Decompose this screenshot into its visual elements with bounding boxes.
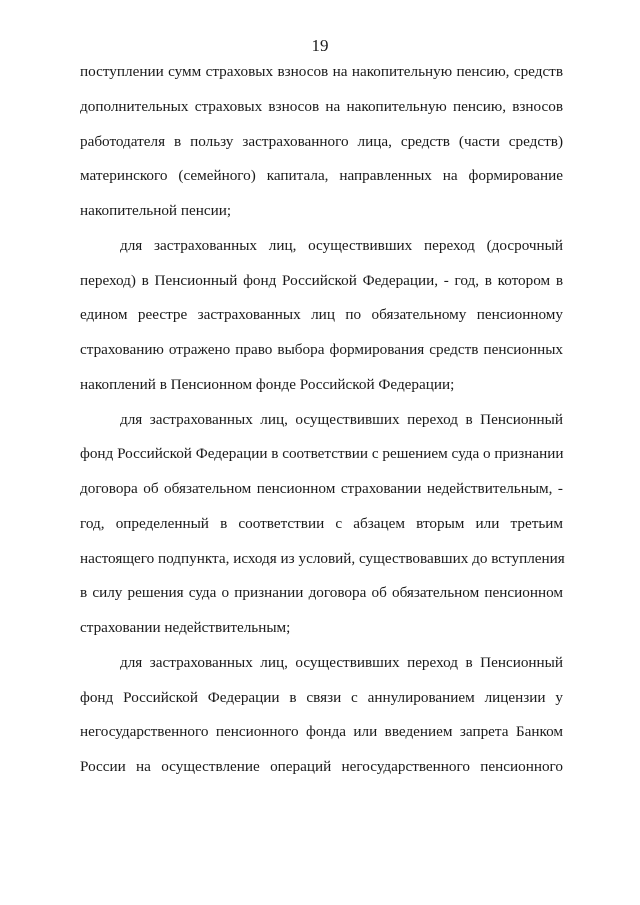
- text-line: России на осуществление операций негосударственного пенсионного: [80, 758, 563, 775]
- text-line: в силу решения суда о признании договора об обязательном пенсионном: [80, 584, 563, 602]
- text-line: договора об обязательном пенсионном страховании недействительным, -: [80, 480, 563, 497]
- text-line: негосударственного пенсионного фонда или введением запрета Банком: [80, 723, 563, 741]
- text-line: едином реестре застрахованных лиц по обязательному пенсионному: [80, 306, 563, 324]
- text-line: дополнительных страховых взносов на накопительную пенсию, взносов: [80, 97, 563, 115]
- text-line: фонд Российской Федерации в связи с аннулированием лицензии у: [80, 688, 563, 706]
- document-body: [80, 62, 563, 792]
- text-line: для застрахованных лиц, осуществивших переход в Пенсионный: [120, 410, 563, 428]
- text-line: поступлении сумм страховых взносов на накопительную пенсию, средств: [80, 63, 563, 80]
- text-line: работодателя в пользу застрахованного лица, средств (части средств): [80, 132, 563, 150]
- text-line: переход) в Пенсионный фонд Российской Федерации, - год, в котором в: [80, 271, 563, 289]
- text-line: для застрахованных лиц, осуществивших переход в Пенсионный: [120, 653, 563, 671]
- text-line: накопительной пенсии;: [80, 202, 232, 219]
- text-line: накоплений в Пенсионном фонде Российской Федерации;: [80, 375, 455, 393]
- text-line: страховании недействительным;: [80, 619, 291, 636]
- text-line: для застрахованных лиц, осуществивших переход (досрочный: [120, 236, 563, 254]
- text-line: страхованию отражено право выбора формирования средств пенсионных: [80, 341, 563, 358]
- page-number: 19: [311, 36, 329, 55]
- text-line: год, определенный в соответствии с абзацем вторым или третьим: [80, 514, 563, 532]
- text-line: материнского (семейного) капитала, направленных на формирование: [80, 167, 563, 185]
- text-line: настоящего подпункта, исходя из условий, существовавших до вступления: [80, 549, 565, 567]
- text-line: фонд Российской Федерации в соответствии с решением суда о признании: [80, 445, 564, 463]
